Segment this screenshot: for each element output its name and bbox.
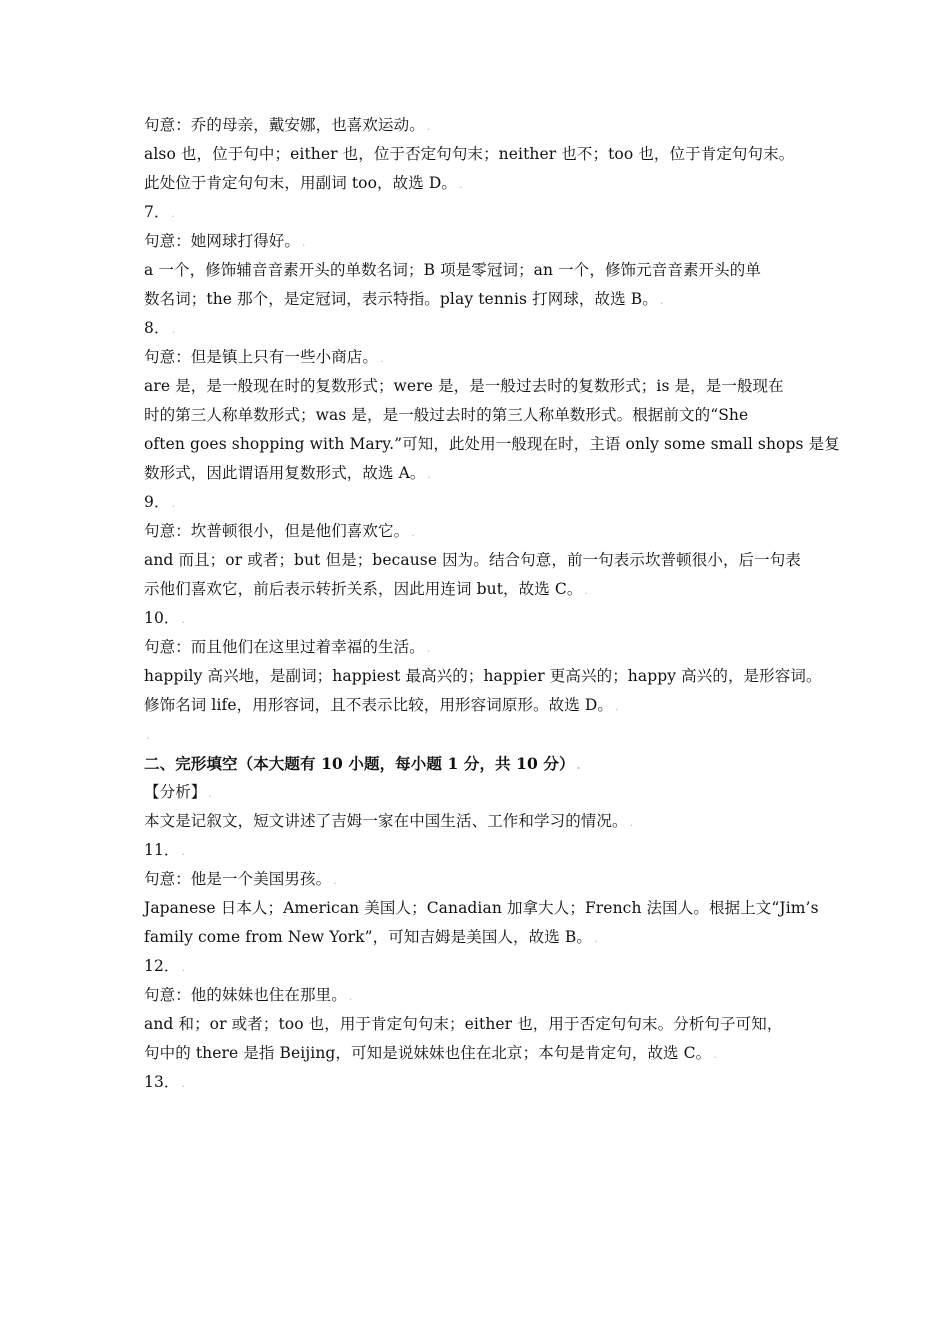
line-text: 此处位于肯定句句末，用副词 too，故选 D。 bbox=[144, 174, 457, 192]
line-text: 句意：他的妹妹也住在那里。 bbox=[144, 986, 347, 1004]
text-line bbox=[144, 285, 824, 314]
text-line bbox=[144, 575, 824, 604]
text-line bbox=[144, 981, 824, 1010]
paragraph-mark: . bbox=[380, 352, 384, 365]
text-line bbox=[144, 662, 824, 691]
line-text: and 而且；or 或者；but 但是；because 因为。结合句意，前一句表示坎普顿很小，后一句表 bbox=[144, 551, 801, 569]
line-text: 句意：坎普顿很小，但是他们喜欢它。 bbox=[144, 522, 410, 540]
text-line bbox=[144, 952, 824, 981]
paragraph-mark: . bbox=[659, 294, 664, 307]
paragraph-mark: . bbox=[181, 845, 186, 858]
paragraph-mark: . bbox=[426, 120, 431, 133]
text-line bbox=[144, 314, 824, 343]
paragraph-mark: . bbox=[427, 468, 432, 481]
text-line bbox=[144, 546, 824, 575]
answer-explanation-page bbox=[144, 111, 840, 1097]
text-line bbox=[144, 256, 824, 285]
line-text: also 也，位于句中；either 也，位于否定句句末；neither 也不；too 也，位于肯定句句末。 bbox=[144, 145, 795, 163]
line-text: 句中的 there 是指 Beijing，可知是说妹妹也住在北京；本句是肯定句，故选 C。 bbox=[144, 1044, 712, 1062]
line-text: 示他们喜欢它，前后表示转折关系，因此用连词 but，故选 C。 bbox=[144, 580, 583, 598]
text-line bbox=[144, 169, 824, 198]
text-line bbox=[144, 459, 824, 488]
text-line bbox=[144, 1010, 824, 1039]
paragraph-mark: . bbox=[302, 236, 306, 249]
paragraph-mark: . bbox=[411, 526, 415, 539]
paragraph-mark: . bbox=[181, 1077, 186, 1090]
text-line bbox=[144, 633, 824, 662]
text-line bbox=[144, 807, 824, 836]
paragraph-mark: . bbox=[584, 584, 589, 597]
text-line bbox=[144, 1039, 824, 1068]
paragraph-mark: . bbox=[713, 1048, 717, 1061]
line-text: a 一个，修饰辅音音素开头的单数名词；B 项是零冠词；an 一个，修饰元音音素开头的单 bbox=[144, 261, 761, 279]
line-text: 句意：而且他们在这里过着幸福的生活。 bbox=[144, 638, 425, 656]
line-text: 句意：他是一个美国男孩。 bbox=[144, 870, 332, 888]
paragraph-mark: . bbox=[171, 497, 176, 510]
line-text: 句意：她网球打得好。 bbox=[144, 232, 301, 250]
line-text: 13． bbox=[144, 1073, 180, 1091]
paragraph-mark: . bbox=[426, 642, 431, 655]
paragraph-mark: . bbox=[576, 759, 581, 772]
line-text: 句意：但是镇上只有一些小商店。 bbox=[144, 348, 379, 366]
line-text: 7． bbox=[144, 203, 170, 221]
paragraph-mark: . bbox=[458, 178, 463, 191]
text-line bbox=[144, 865, 824, 894]
text-line bbox=[144, 488, 824, 517]
text-line bbox=[144, 894, 824, 923]
line-text: 12． bbox=[144, 957, 180, 975]
paragraph-mark: . bbox=[146, 729, 150, 742]
text-line bbox=[144, 140, 824, 169]
paragraph-mark: . bbox=[333, 874, 337, 887]
line-text: happily 高兴地，是副词；happiest 最高兴的；happier 更高兴的；happy 高兴的，是形容词。 bbox=[144, 667, 822, 685]
paragraph-mark: . bbox=[181, 961, 186, 974]
text-line bbox=[144, 401, 824, 430]
paragraph-mark: . bbox=[181, 613, 186, 626]
line-text: 数形式，因此谓语用复数形式，故选 A。 bbox=[144, 464, 426, 482]
line-text: Japanese 日本人；American 美国人；Canadian 加拿大人；French 法国人。根据上文“Jim’s bbox=[144, 899, 819, 917]
text-line bbox=[144, 691, 824, 720]
line-text: 句意：乔的母亲，戴安娜，也喜欢运动。 bbox=[144, 116, 425, 134]
text-line bbox=[144, 198, 824, 227]
text-line bbox=[144, 1068, 824, 1097]
line-text: 时的第三人称单数形式；was 是，是一般过去时的第三人称单数形式。根据前文的“She bbox=[144, 406, 749, 424]
text-line bbox=[144, 836, 824, 865]
line-text: family come from New York”，可知吉姆是美国人，故选 B。 bbox=[144, 928, 592, 946]
text-line bbox=[144, 372, 824, 401]
paragraph-mark: . bbox=[615, 700, 619, 713]
text-line bbox=[144, 778, 824, 807]
line-text: 本文是记叙文，短文讲述了吉姆一家在中国生活、工作和学习的情况。 bbox=[144, 812, 628, 830]
text-line bbox=[144, 430, 840, 459]
text-line bbox=[144, 604, 824, 633]
paragraph-mark: . bbox=[171, 323, 176, 336]
line-text: and 和；or 或者；too 也，用于肯定句句末；either 也，用于否定句句末。分析句子可知， bbox=[144, 1015, 783, 1033]
line-text: are 是，是一般现在时的复数形式；were 是，是一般过去时的复数形式；is 是，是一般现在 bbox=[144, 377, 784, 395]
text-line bbox=[144, 923, 824, 952]
text-line bbox=[144, 720, 824, 749]
text-line bbox=[144, 517, 824, 546]
line-text: 二、完形填空（本大题有 10 小题，每小题 1 分，共 10 分） bbox=[144, 754, 575, 773]
line-text: 数名词；the 那个，是定冠词，表示特指。play tennis 打网球，故选 B。 bbox=[144, 290, 658, 308]
text-line bbox=[144, 227, 824, 256]
paragraph-mark: . bbox=[629, 816, 634, 829]
line-text: 11． bbox=[144, 841, 180, 859]
line-text: 修饰名词 life，用形容词，且不表示比较，用形容词原形。故选 D。 bbox=[144, 696, 614, 714]
paragraph-mark: . bbox=[348, 990, 353, 1003]
paragraph-mark: . bbox=[171, 207, 176, 220]
text-line bbox=[144, 343, 824, 372]
line-text: 10． bbox=[144, 609, 180, 627]
line-text: 8． bbox=[144, 319, 170, 337]
text-line bbox=[144, 111, 824, 140]
section-heading bbox=[144, 749, 824, 778]
line-text: often goes shopping with Mary.”可知，此处用一般现在时，主语 only some small shops 是复 bbox=[144, 435, 840, 453]
line-text: 9． bbox=[144, 493, 170, 511]
paragraph-mark: . bbox=[593, 932, 598, 945]
paragraph-mark: . bbox=[208, 787, 213, 800]
line-text: 【分析】 bbox=[144, 783, 207, 801]
